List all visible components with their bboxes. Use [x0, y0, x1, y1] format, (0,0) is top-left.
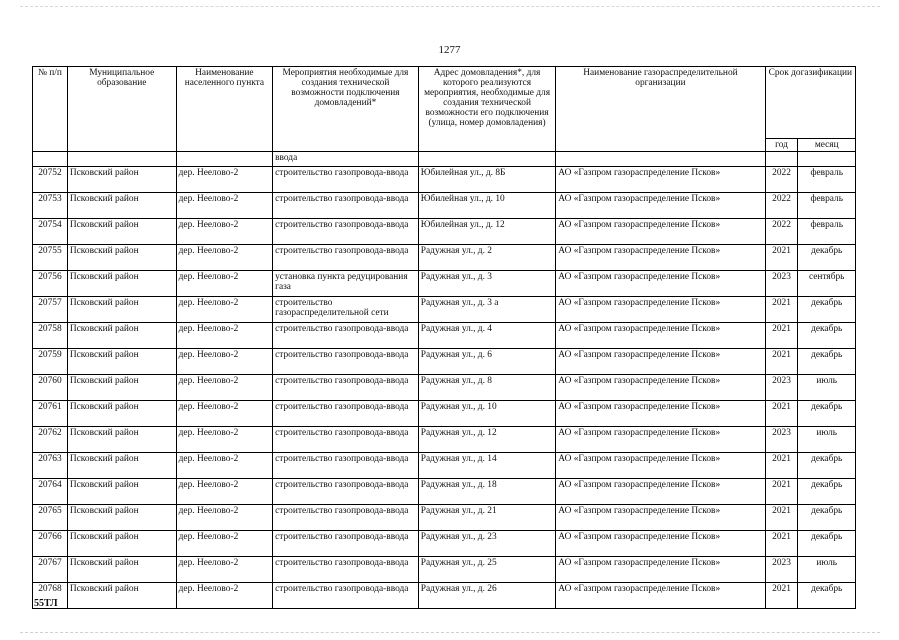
cell-settlement: дер. Неелово-2 [176, 297, 272, 323]
cell-settlement: дер. Неелово-2 [176, 245, 272, 271]
cell-organization: АО «Газпром газораспределение Псков» [556, 401, 765, 427]
cell-settlement: дер. Неелово-2 [176, 193, 272, 219]
cell-measure: строительство газопровода-ввода [273, 583, 419, 609]
cell-address: Радужная ул., д. 25 [418, 557, 556, 583]
table-row [33, 193, 856, 219]
cell-measure: установка пункта редуцирования газа [273, 271, 419, 297]
header-month: месяц [798, 139, 856, 152]
page-number: 1277 [438, 44, 461, 56]
table-row [33, 427, 856, 453]
cell-year: 2021 [765, 479, 798, 505]
cell-num: 20756 [33, 271, 68, 297]
cell-address: Радужная ул., д. 18 [418, 479, 556, 505]
cell-measure: строительство газопровода-ввода [273, 349, 419, 375]
cell-municipality: Псковский район [67, 427, 176, 453]
cell-municipality: Псковский район [67, 505, 176, 531]
cell-organization: АО «Газпром газораспределение Псков» [556, 271, 765, 297]
table-row [33, 479, 856, 505]
cell-measure: строительство газопровода-ввода [273, 505, 419, 531]
cell-year: 2021 [765, 245, 798, 271]
cell-organization: АО «Газпром газораспределение Псков» [556, 349, 765, 375]
cell-num: 20755 [33, 245, 68, 271]
table-row [33, 349, 856, 375]
gasification-table [32, 66, 856, 609]
cell-num: 20766 [33, 531, 68, 557]
cell-measure: строительство газопровода-ввода [273, 479, 419, 505]
cell-measure: строительство газопровода-ввода [273, 557, 419, 583]
table-row [33, 245, 856, 271]
cell-measure: строительство газопровода-ввода [273, 193, 419, 219]
footer-code: 55ТЛ [34, 598, 58, 609]
table-row [33, 219, 856, 245]
cell-organization: АО «Газпром газораспределение Псков» [556, 427, 765, 453]
cell-measure: строительство газопровода-ввода [273, 427, 419, 453]
cell-measure: строительство газораспределительной сети [273, 297, 419, 323]
cell-num: 20764 [33, 479, 68, 505]
cell-measure: строительство газопровода-ввода [273, 245, 419, 271]
cell-municipality: Псковский район [67, 323, 176, 349]
header-municipality: Муниципальное образование [67, 67, 176, 152]
scan-edge-bottom [20, 632, 880, 634]
cell-municipality: Псковский район [67, 271, 176, 297]
cell-settlement: дер. Неелово-2 [176, 557, 272, 583]
header-row [33, 67, 856, 139]
cell-year: 2021 [765, 297, 798, 323]
header-num: № п/п [33, 67, 68, 152]
cell-organization: АО «Газпром газораспределение Псков» [556, 531, 765, 557]
cell-settlement: дер. Неелово-2 [176, 505, 272, 531]
cell-municipality: Псковский район [67, 453, 176, 479]
cell-address: Юбилейная ул., д. 10 [418, 193, 556, 219]
cell-month: декабрь [798, 323, 856, 349]
cell-measure: строительство газопровода-ввода [273, 453, 419, 479]
header-year: год [765, 139, 798, 152]
cell-settlement: дер. Неелово-2 [176, 427, 272, 453]
cell-municipality: Псковский район [67, 193, 176, 219]
cell-municipality: Псковский район [67, 297, 176, 323]
header-organization: Наименование газораспределительной организации [556, 67, 765, 152]
cell-month: декабрь [798, 349, 856, 375]
scan-edge-top [20, 6, 880, 8]
cell-organization: АО «Газпром газораспределение Псков» [556, 453, 765, 479]
cell-settlement: дер. Неелово-2 [176, 401, 272, 427]
cell-address: Радужная ул., д. 3 [418, 271, 556, 297]
cell-address: Радужная ул., д. 4 [418, 323, 556, 349]
cell-organization: АО «Газпром газораспределение Псков» [556, 375, 765, 401]
cell-municipality: Псковский район [67, 167, 176, 193]
cell-organization: АО «Газпром газораспределение Псков» [556, 479, 765, 505]
table-row [33, 583, 856, 609]
cell-settlement: дер. Неелово-2 [176, 531, 272, 557]
cell-organization: АО «Газпром газораспределение Псков» [556, 297, 765, 323]
cell-month: декабрь [798, 531, 856, 557]
cell-year: 2023 [765, 375, 798, 401]
cell-month: декабрь [798, 245, 856, 271]
table-row [33, 401, 856, 427]
cell-municipality: Псковский район [67, 479, 176, 505]
table-row [33, 505, 856, 531]
cell-settlement: дер. Неелово-2 [176, 271, 272, 297]
cell-year: 2022 [765, 219, 798, 245]
cell-settlement: дер. Неелово-2 [176, 479, 272, 505]
cell-municipality: Псковский район [67, 349, 176, 375]
cell-municipality: Псковский район [67, 531, 176, 557]
cell-num: 20765 [33, 505, 68, 531]
cell-num: 20761 [33, 401, 68, 427]
cell-address: Радужная ул., д. 3 а [418, 297, 556, 323]
table-row [33, 271, 856, 297]
cell-year: 2021 [765, 323, 798, 349]
cell-address: Радужная ул., д. 12 [418, 427, 556, 453]
cell-num: 20760 [33, 375, 68, 401]
cell-organization: АО «Газпром газораспределение Псков» [556, 167, 765, 193]
continuation-cell: ввода [273, 152, 419, 167]
table-row [33, 167, 856, 193]
table-row [33, 323, 856, 349]
cell-month: декабрь [798, 401, 856, 427]
header-measures: Мероприятия необходимые для создания технической возможности подключения домовладений* [273, 67, 419, 152]
cell-address: Радужная ул., д. 14 [418, 453, 556, 479]
cell-year: 2021 [765, 453, 798, 479]
cell-year: 2021 [765, 505, 798, 531]
cell-measure: строительство газопровода-ввода [273, 167, 419, 193]
cell-num: 20768 [33, 583, 68, 609]
cell-num: 20754 [33, 219, 68, 245]
cell-settlement: дер. Неелово-2 [176, 349, 272, 375]
cell-organization: АО «Газпром газораспределение Псков» [556, 219, 765, 245]
header-settlement: Наименование населенного пункта [176, 67, 272, 152]
cell-municipality: Псковский район [67, 219, 176, 245]
cell-measure: строительство газопровода-ввода [273, 375, 419, 401]
cell-month: декабрь [798, 297, 856, 323]
cell-month: июль [798, 375, 856, 401]
cell-settlement: дер. Неелово-2 [176, 583, 272, 609]
cell-measure: строительство газопровода-ввода [273, 401, 419, 427]
cell-municipality: Псковский район [67, 375, 176, 401]
continuation-row [33, 152, 856, 167]
cell-municipality: Псковский район [67, 401, 176, 427]
cell-address: Радужная ул., д. 23 [418, 531, 556, 557]
cell-settlement: дер. Неелово-2 [176, 375, 272, 401]
cell-address: Юбилейная ул., д. 8Б [418, 167, 556, 193]
cell-municipality: Псковский район [67, 557, 176, 583]
cell-year: 2023 [765, 427, 798, 453]
table-row [33, 297, 856, 323]
cell-month: декабрь [798, 505, 856, 531]
cell-num: 20758 [33, 323, 68, 349]
cell-year: 2022 [765, 167, 798, 193]
cell-address: Юбилейная ул., д. 12 [418, 219, 556, 245]
cell-organization: АО «Газпром газораспределение Псков» [556, 193, 765, 219]
cell-num: 20759 [33, 349, 68, 375]
cell-organization: АО «Газпром газораспределение Псков» [556, 557, 765, 583]
cell-month: декабрь [798, 453, 856, 479]
cell-organization: АО «Газпром газораспределение Псков» [556, 505, 765, 531]
cell-measure: строительство газопровода-ввода [273, 323, 419, 349]
header-term: Срок догазификации [765, 67, 855, 139]
cell-settlement: дер. Неелово-2 [176, 323, 272, 349]
cell-month: февраль [798, 167, 856, 193]
cell-month: февраль [798, 219, 856, 245]
cell-month: февраль [798, 193, 856, 219]
cell-month: декабрь [798, 479, 856, 505]
cell-municipality: Псковский район [67, 245, 176, 271]
cell-year: 2023 [765, 557, 798, 583]
cell-year: 2021 [765, 349, 798, 375]
cell-year: 2021 [765, 401, 798, 427]
table-row [33, 557, 856, 583]
cell-year: 2022 [765, 193, 798, 219]
cell-settlement: дер. Неелово-2 [176, 453, 272, 479]
cell-num: 20763 [33, 453, 68, 479]
cell-num: 20757 [33, 297, 68, 323]
cell-year: 2021 [765, 583, 798, 609]
cell-organization: АО «Газпром газораспределение Псков» [556, 245, 765, 271]
cell-organization: АО «Газпром газораспределение Псков» [556, 583, 765, 609]
cell-num: 20762 [33, 427, 68, 453]
cell-measure: строительство газопровода-ввода [273, 531, 419, 557]
cell-num: 20767 [33, 557, 68, 583]
cell-address: Радужная ул., д. 6 [418, 349, 556, 375]
cell-num: 20753 [33, 193, 68, 219]
table-row [33, 375, 856, 401]
cell-address: Радужная ул., д. 8 [418, 375, 556, 401]
table-row [33, 453, 856, 479]
cell-address: Радужная ул., д. 26 [418, 583, 556, 609]
cell-measure: строительство газопровода-ввода [273, 219, 419, 245]
table-row [33, 531, 856, 557]
cell-month: июль [798, 427, 856, 453]
cell-month: декабрь [798, 583, 856, 609]
cell-address: Радужная ул., д. 21 [418, 505, 556, 531]
cell-year: 2021 [765, 531, 798, 557]
cell-month: сентябрь [798, 271, 856, 297]
header-address: Адрес домовладения*, для которого реализуются мероприятия, необходимые для создания технической возможности его подключения (улица, номер домовладения) [418, 67, 556, 152]
cell-settlement: дер. Неелово-2 [176, 167, 272, 193]
cell-year: 2023 [765, 271, 798, 297]
cell-month: июль [798, 557, 856, 583]
cell-municipality: Псковский район [67, 583, 176, 609]
cell-num: 20752 [33, 167, 68, 193]
cell-settlement: дер. Неелово-2 [176, 219, 272, 245]
cell-address: Радужная ул., д. 2 [418, 245, 556, 271]
cell-address: Радужная ул., д. 10 [418, 401, 556, 427]
cell-organization: АО «Газпром газораспределение Псков» [556, 323, 765, 349]
